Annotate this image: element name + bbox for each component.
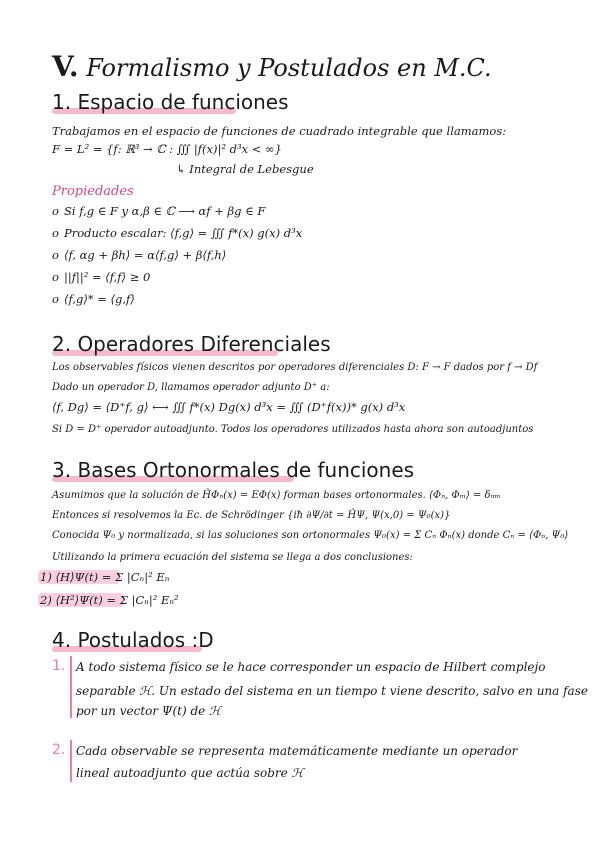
- postulate-2-bar: [70, 740, 72, 782]
- page-title: [52, 50, 492, 83]
- postulate-2-line-1: Cada observable se representa matemáticamente mediante un operador: [76, 744, 518, 758]
- s1-prop-3: o ⟨f, αg + βh⟩ = α⟨f,g⟩ + β⟨f,h⟩: [52, 248, 227, 262]
- s3-conclusion-2: 2) ⟨H²⟩Ψ(t) = Σ |Cₙ|² Eₙ²: [40, 593, 179, 607]
- s1-props-title: Propiedades: [52, 184, 134, 199]
- s1-intro: Trabajamos en el espacio de funciones de cuadrado integrable que llamamos:: [52, 124, 507, 138]
- postulate-2-line-2: lineal autoadjunto que actúa sobre ℋ: [76, 766, 304, 780]
- chapter-title: Formalismo y Postulados en M.C.: [86, 54, 492, 82]
- postulate-1-line-3: por un vector Ψ(t) de ℋ: [76, 704, 221, 718]
- s3-line-4: Utilizando la primera ecuación del sistema se llega a dos conclusiones:: [52, 552, 413, 563]
- s1-prop-2: o Producto escalar: ⟨f,g⟩ = ∭ f*(x) g(x) d³x: [52, 226, 303, 240]
- s2-line-3: ⟨f, Dg⟩ = ⟨D⁺f, g⟩ ⟷ ∭ f*(x) Dg(x) d³x = ∭ (D⁺f(x))* g(x) d³x: [52, 400, 406, 414]
- s3-line-1: Asumimos que la solución de ĤΦₙ(x) = EΦ(x) forman bases ortonormales. ⟨Φₙ, Φₘ⟩ = δₙₘ: [52, 490, 501, 501]
- s2-line-4: Si D = D⁺ operador autoadjunto. Todos los operadores utilizados hasta ahora son autoadjuntos: [52, 424, 534, 435]
- s1-definition: F = L² = {f: ℝ³ → ℂ : ∭ |f(x)|² d³x < ∞}: [52, 142, 282, 156]
- s3-conclusion-1: 1) ⟨H⟩Ψ(t) = Σ |Cₙ|² Eₙ: [40, 570, 170, 584]
- postulate-1-number: 1.: [52, 658, 66, 674]
- s1-prop-1: o Si f,g ∈ F y α,β ∈ ℂ ⟶ αf + βg ∈ F: [52, 204, 266, 218]
- section-2-heading: 2. Operadores Diferenciales: [52, 332, 331, 356]
- s1-prop-5: o ⟨f,g⟩* = ⟨g,f⟩: [52, 292, 135, 306]
- s3-line-3: Conocida Ψ₀ y normalizada, si las soluciones son ortonormales Ψ₀(x) = Σ Cₙ Φₙ(x) donde Cₙ = ⟨Φₙ, Ψ₀⟩: [52, 530, 569, 541]
- section-4-heading: 4. Postulados :D: [52, 628, 214, 652]
- chapter-number: V.: [52, 50, 79, 83]
- s1-lebesgue-note: ↳ Integral de Lebesgue: [176, 162, 314, 176]
- section-1-heading: 1. Espacio de funciones: [52, 90, 289, 114]
- s2-line-1: Los observables físicos vienen descritos por operadores diferenciales D: F → F dados por f → Df: [52, 362, 538, 373]
- postulate-1-bar: [70, 656, 72, 718]
- s2-line-2: Dado un operador D, llamamos operador adjunto D⁺ a:: [52, 382, 330, 393]
- postulate-1-line-1: A todo sistema físico se le hace corresponder un espacio de Hilbert complejo: [76, 660, 546, 674]
- s1-prop-4: o ||f||² = ⟨f,f⟩ ≥ 0: [52, 270, 151, 284]
- s3-line-2: Entonces si resolvemos la Ec. de Schrödinger {iħ ∂Ψ/∂t = ĤΨ, Ψ(x,0) = Ψ₀(x)}: [52, 510, 451, 521]
- section-3-heading: 3. Bases Ortonormales de funciones: [52, 458, 415, 482]
- postulate-2-number: 2.: [52, 742, 66, 758]
- postulate-1-line-2: separable ℋ. Un estado del sistema en un tiempo t viene descrito, salvo en una fase: [76, 684, 588, 698]
